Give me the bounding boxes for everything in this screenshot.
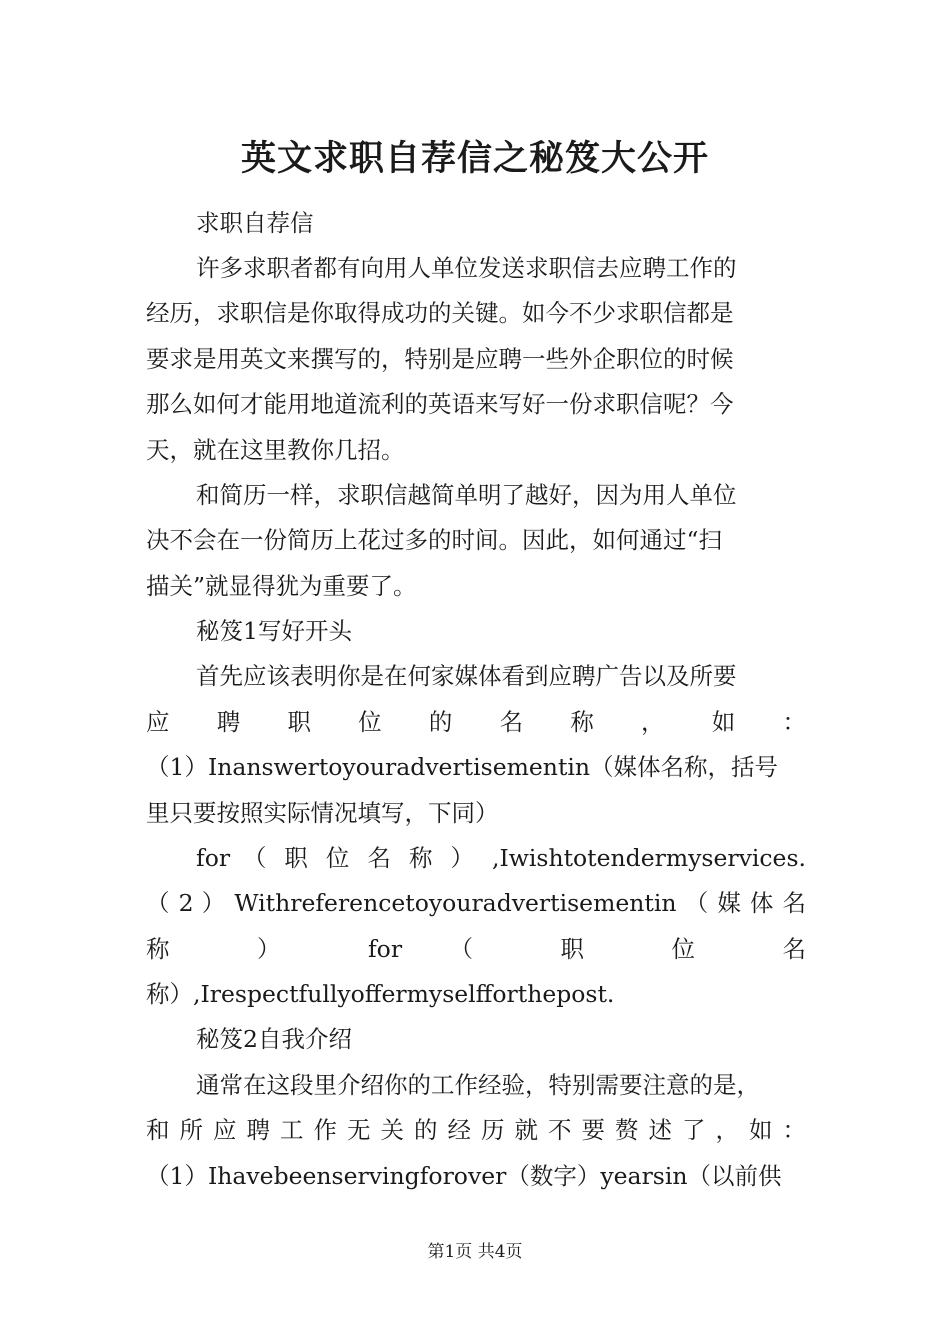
paragraph-line: 称 ） for （ 职 位 名 xyxy=(146,935,806,963)
paragraph-line: for （ 职 位 名 称 ） ,Iwishtotendermyservices. xyxy=(196,844,806,872)
section-heading: 秘笈2自我介绍 xyxy=(196,1025,352,1053)
paragraph-line: 描关”就显得犹为重要了。 xyxy=(146,572,417,600)
paragraph-line: 决不会在一份简历上花过多的时间。因此，如何通过“扫 xyxy=(146,526,723,554)
paragraph-line: 要求是用英文来撰写的，特别是应聘一些外企职位的时候 xyxy=(146,345,734,373)
paragraph-line: 里只要按照实际情况填写，下同） xyxy=(146,799,499,827)
document-title: 英文求职自荐信之秘笈大公开 xyxy=(240,138,709,179)
section-heading: 求职自荐信 xyxy=(196,209,314,237)
paragraph-line: 和简历一样，求职信越简单明了越好，因为用人单位 xyxy=(196,481,737,509)
page-number-footer: 第1页 共4页 xyxy=(427,1242,523,1262)
paragraph-line: 应 聘 职 位 的 名 称 ， 如 ： xyxy=(146,708,806,736)
paragraph-line: （1）Inanswertoyouradvertisementin（媒体名称，括号 xyxy=(146,753,779,781)
paragraph-line: 通常在这段里介绍你的工作经验，特别需要注意的是， xyxy=(196,1071,760,1099)
paragraph-line: 称）,Irespectfullyoffermyselfforthepost. xyxy=(146,980,615,1008)
paragraph-line: 天，就在这里教你几招。 xyxy=(146,436,405,464)
section-heading: 秘笈1写好开头 xyxy=(196,617,352,645)
paragraph-line: 和 所 应 聘 工 作 无 关 的 经 历 就 不 要 赘 述 了 ， 如 ： xyxy=(146,1116,806,1144)
paragraph-line: 经历，求职信是你取得成功的关键。如今不少求职信都是 xyxy=(146,299,734,327)
paragraph-line: 那么如何才能用地道流利的英语来写好一份求职信呢？今 xyxy=(146,390,734,418)
paragraph-line: （ 2 ） Withreferencetoyouradvertisementin （ 媒 体 名 xyxy=(146,889,806,917)
paragraph-line: 首先应该表明你是在何家媒体看到应聘广告以及所要 xyxy=(196,662,737,690)
paragraph-line: （1）Ihavebeenservingforover（数字）yearsin（以前供 xyxy=(146,1162,782,1190)
paragraph-line: 许多求职者都有向用人单位发送求职信去应聘工作的 xyxy=(196,254,737,282)
